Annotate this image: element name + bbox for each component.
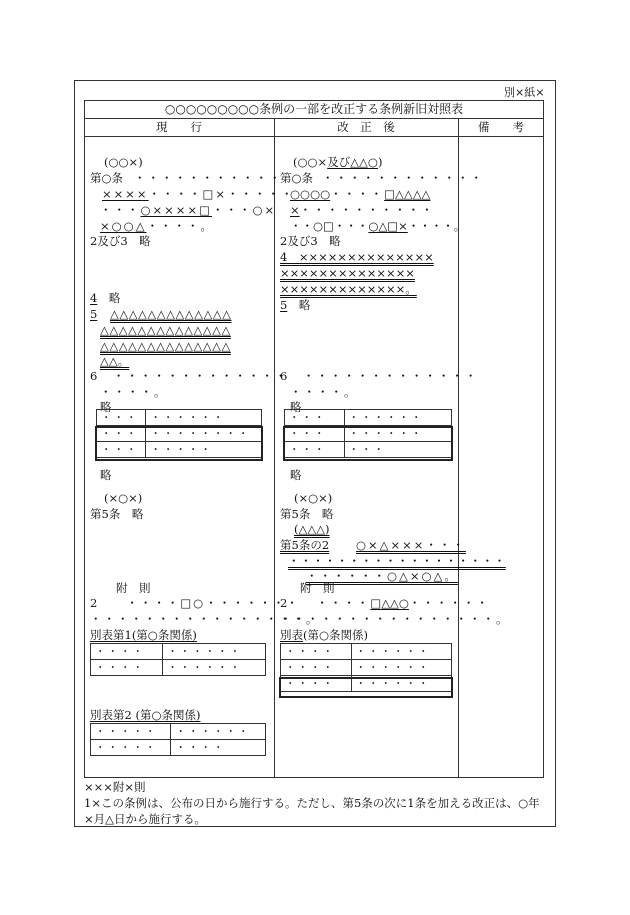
table-row [285,410,452,426]
revised-article-1-line4: ・・○□・・・○△□×・・・・。 [290,219,466,233]
table-cell: ・・・ [97,426,146,442]
revised-article-5-2-heading: (△△△) [294,522,330,536]
current-heading-1: (○○×) [104,155,143,169]
revised-article-1-dots: ・・・・・・・・・・・・ [322,171,484,185]
table-cell: ・・・ [97,442,146,458]
current-article-1-line2: ××××・・・・□×・・・・・ [102,187,295,201]
table-cell: ・・・・ [91,644,163,660]
current-appendix-1-table [90,643,266,676]
revised-ryaku-1: 略 [290,400,302,414]
current-appendix-2-table [90,723,266,756]
table-row [91,660,266,676]
table-cell: ・・・ [97,410,146,426]
table-cell: ・・・・・ [146,442,262,458]
current-paragraph-5-line4: △△。 [100,354,130,368]
current-supplementary-heading: 附 則 [116,581,151,595]
revised-article-5-2-line2: ・・・・・・・・・・・・・・・・・・ [288,554,506,568]
table-row [281,644,452,660]
current-supplementary-line2: ・・・・・・・・・・・・・・・・。 [90,612,320,626]
attachment-label: 別×紙× [504,86,545,99]
header-revised: 改 正 後 [337,120,395,134]
revised-paragraph-6-line1: 6 ・・・・・・・・・・・・・ [280,369,479,383]
table-cell: ・・・・ [91,660,163,676]
table-cell: ・・・ [285,410,345,426]
current-article-5: 第5条 略 [90,507,144,521]
current-supplementary-line1: 2 ・・・・□○・・・・・・・ [90,596,300,610]
revised-supplementary-line2: ・・・・・・・・・・・・・・・・。 [280,612,510,626]
table-cell: ・・・・・・ [163,644,266,660]
revised-table-emphasis [283,426,453,461]
current-article-1-line4: ×○○△・・・・。 [100,219,215,233]
table-row [91,724,266,740]
revised-heading-1: (○○×及び△△○) [293,155,383,169]
current-heading-2: (×○×) [104,491,143,505]
supplementary-line-1: 1×この条例は、公布の日から施行する。ただし、第5条の次に1条を加える改正は、○年 [84,796,540,810]
table-cell: ・・・・・ [91,740,171,756]
current-appendix-1-title: 別表第1(第○条関係) [90,628,197,642]
current-paragraph-6-line2: ・・・・。 [100,385,168,399]
current-table-emphasis [95,426,263,461]
header-current: 現 行 [156,120,202,134]
current-paragraph-5-line1: △△△△△△△△△△△△△ [110,307,232,321]
revised-article-5-2-label: 第5条の2 [280,538,330,552]
current-paragraph-2-3: 2及び3 略 [90,234,151,248]
table-cell: ・・・・・・ [344,426,452,442]
table-row [91,740,266,756]
table-row [91,644,266,660]
current-paragraph-4: 4 略 [90,291,121,305]
table-cell: ・・・・・・ [351,676,451,692]
table-cell: ・・・ [344,442,452,458]
current-ryaku-2: 略 [100,468,112,482]
table-cell: ・・・・ [171,740,266,756]
current-paragraph-5-line3: △△△△△△△△△△△△△△ [100,339,231,353]
table-row [97,410,262,426]
table-cell: ・・・ [285,442,345,458]
table-row [281,660,452,676]
revised-paragraph-6-line2: ・・・・。 [290,385,358,399]
revised-ryaku-2: 略 [290,468,302,482]
current-article-1-label: 第○条 [90,171,124,185]
revised-appendix-title: 別表(第○条関係) [280,628,369,642]
header-divider [84,136,544,137]
column-divider-2 [458,118,459,778]
current-article-1-line3: ・・・○××××□・・・○× [100,203,277,217]
revised-heading-2: (×○×) [294,491,333,505]
table-cell: ・・・・・・・・ [146,426,262,442]
current-paragraph-5-number: 5 [90,307,98,321]
revised-paragraph-4-line3: ×××××××××××××。 [280,282,417,296]
table-cell: ・・・・ [281,676,352,692]
table-cell: ・・・・ [281,644,352,660]
table-cell: ・・・・・・ [351,660,451,676]
table-cell: ・・・ [285,426,345,442]
table-cell: ・・・・・・ [163,660,266,676]
current-article-1-dots: ・・・・・・・・・・・ [134,171,283,185]
supplementary-title: ×××附×則 [84,780,146,794]
table-cell: ・・・・・ [91,724,171,740]
revised-appendix-emphasis [279,677,453,698]
table-cell: ・・・・・・ [344,410,452,426]
revised-article-1-line3: ×・・・・・・・・・・ [290,203,435,217]
table-cell: ・・・・・・ [146,410,262,426]
current-paragraph-6-line1: 6 ・・・・・・・・・・・・・ [90,369,289,383]
revised-article-5-2-line1: ○×△×××・・・ [356,538,466,552]
table-cell: ・・・・・・ [171,724,266,740]
revised-paragraph-4-line2: ×××××××××××××× [280,266,415,280]
current-appendix-2-title: 別表第2 (第○条関係) [90,708,201,722]
revised-article-1-line2: ○○○○・・・・□△△△△ [290,187,431,201]
revised-article-5: 第5条 略 [280,507,334,521]
table-title: ○○○○○○○○○条例の一部を改正する条例新旧対照表 [164,102,464,116]
table-cell: ・・・・・・ [351,644,451,660]
current-ryaku-1: 略 [100,400,112,414]
revised-article-5-2-line3: ・・・・・・○△×○△。 [306,569,458,583]
revised-supplementary-line1: 2 ・・・・□△△○・・・・・・ [280,596,490,610]
header-remarks: 備 考 [478,120,524,134]
table-cell: ・・・・ [281,660,352,676]
revised-paragraph-2-3: 2及び3 略 [280,234,341,248]
revised-paragraph-4-line1: 4 ×××××××××××××× [280,250,434,264]
revised-article-1-label: 第○条 [280,171,314,185]
current-paragraph-5-line2: △△△△△△△△△△△△△△ [100,323,231,337]
revised-supplementary-heading: 附 則 [300,581,335,595]
revised-paragraph-5: 5 略 [280,298,311,312]
supplementary-line-2: ×月△日から施行する。 [84,812,206,826]
